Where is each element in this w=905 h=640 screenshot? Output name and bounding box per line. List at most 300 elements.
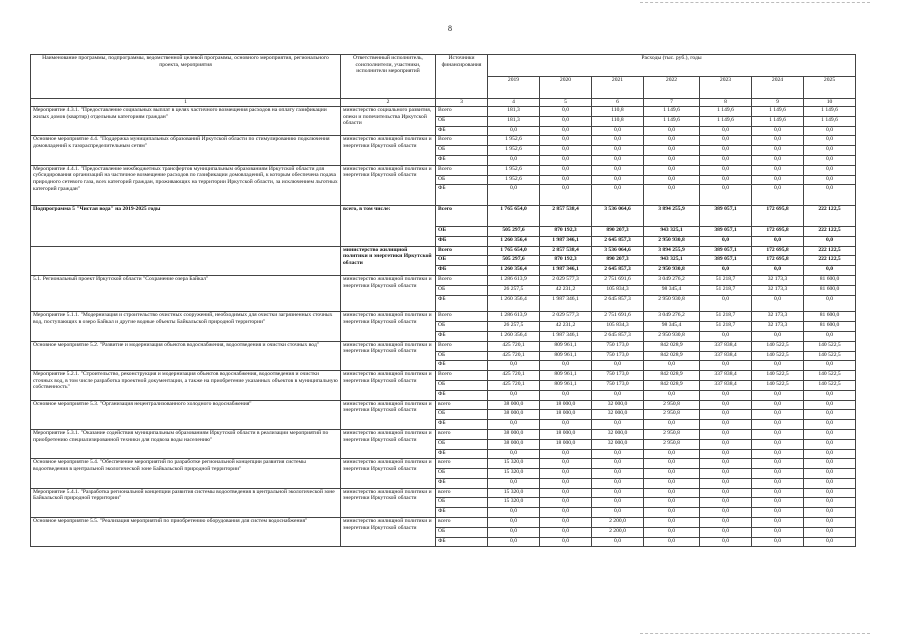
amount-cell: 0,0 — [700, 537, 752, 547]
amount-cell: 0,0 — [752, 165, 804, 175]
amount-cell: 32 173,3 — [752, 275, 804, 285]
amount-cell: 0,0 — [540, 175, 592, 185]
amount-cell: 0,0 — [700, 175, 752, 185]
row-source-cell: Всего — [436, 165, 488, 175]
amount-cell: 0,0 — [752, 429, 804, 439]
row-executor-cell: министерство жилищной политики и энергетики Иркутской области — [341, 312, 436, 341]
amount-cell: 1 952,6 — [488, 146, 540, 156]
amount-cell: 0,0 — [644, 537, 700, 547]
amount-cell: 389 057,1 — [700, 206, 752, 227]
amount-cell: 0,0 — [592, 175, 644, 185]
amount-cell: 0,0 — [700, 361, 752, 371]
amount-cell: 943 325,1 — [644, 256, 700, 266]
row-source-cell: Всего — [436, 136, 488, 146]
row-executor-cell: министерство жилищной политики и энергетики Иркутской области — [341, 459, 436, 488]
amount-cell: 0,0 — [752, 185, 804, 206]
amount-cell: 181,3 — [488, 107, 540, 117]
amount-cell: 0,0 — [804, 295, 856, 312]
table-row — [31, 136, 856, 146]
budget-table — [30, 54, 856, 547]
amount-cell: 842 028,9 — [644, 351, 700, 361]
amount-cell: 98 345,4 — [644, 322, 700, 332]
header-executor-col: Ответственный исполнитель, соисполнители, участники, исполнители мероприятий — [341, 55, 436, 99]
amount-cell: 0,0 — [644, 488, 700, 498]
row-source-cell: ОБ — [436, 469, 488, 479]
amount-cell: 0,0 — [700, 126, 752, 136]
amount-cell: 750 173,0 — [592, 380, 644, 390]
row-executor-cell: министерство жилищной политики и энергетики Иркутской области — [341, 488, 436, 517]
amount-cell: 38 000,0 — [488, 400, 540, 410]
amount-cell: 2 645 857,3 — [592, 236, 644, 246]
amount-cell: 842 028,9 — [644, 380, 700, 390]
row-name-cell: Основное мероприятие 5.2. "Развитие и модернизация объектов водоснабжения, водоотведения и очистки сточных вод" — [31, 341, 341, 370]
amount-cell: 0,0 — [488, 518, 540, 528]
amount-cell: 337 838,4 — [700, 341, 752, 351]
amount-cell: 0,0 — [540, 155, 592, 165]
amount-cell: 0,0 — [592, 537, 644, 547]
amount-cell: 0,0 — [540, 469, 592, 479]
amount-cell: 0,0 — [752, 331, 804, 341]
amount-cell: 0,0 — [804, 508, 856, 518]
amount-cell: 0,0 — [488, 420, 540, 430]
amount-cell: 98 345,4 — [644, 285, 700, 295]
amount-cell: 0,0 — [644, 155, 700, 165]
amount-cell: 172 695,8 — [752, 256, 804, 266]
amount-cell: 0,0 — [540, 508, 592, 518]
amount-cell: 0,0 — [700, 165, 752, 175]
amount-cell: 0,0 — [752, 236, 804, 246]
amount-cell: 1 952,6 — [488, 136, 540, 146]
amount-cell: 0,0 — [644, 508, 700, 518]
amount-cell: 0,0 — [592, 361, 644, 371]
row-name-cell: Мероприятие 5.2.1. "Строительство, реконструкция и модернизация объектов водоснабжения, водоотведения и очистки сточных вод, в том числе разработка проектной документации, а также на приобретение указанных объектов в муниципальную собственность" — [31, 371, 341, 400]
amount-cell: 0,0 — [592, 155, 644, 165]
amount-cell: 0,0 — [540, 527, 592, 537]
row-source-cell: Всего — [436, 371, 488, 381]
row-source-cell: ОБ — [436, 226, 488, 236]
amount-cell: 0,0 — [700, 410, 752, 420]
amount-cell: 2 950,8 — [644, 410, 700, 420]
table-row — [31, 371, 856, 381]
amount-cell: 0,0 — [752, 518, 804, 528]
amount-cell: 0,0 — [804, 488, 856, 498]
amount-cell: 505 297,6 — [488, 256, 540, 266]
amount-cell: 0,0 — [804, 420, 856, 430]
amount-cell: 0,0 — [592, 478, 644, 488]
amount-cell: 0,0 — [700, 331, 752, 341]
amount-cell: 1 987 346,1 — [540, 266, 592, 276]
row-source-cell: ФБ — [436, 478, 488, 488]
amount-cell: 15 320,0 — [488, 488, 540, 498]
amount-cell: 0,0 — [592, 146, 644, 156]
amount-cell: 140 522,5 — [804, 380, 856, 390]
row-source-cell: ФБ — [436, 236, 488, 246]
amount-cell: 0,0 — [804, 266, 856, 276]
amount-cell: 140 522,5 — [804, 371, 856, 381]
amount-cell: 0,0 — [644, 459, 700, 469]
amount-cell: 0,0 — [540, 459, 592, 469]
row-source-cell: Всего — [436, 341, 488, 351]
column-number: 8 — [700, 99, 752, 107]
amount-cell: 0,0 — [804, 236, 856, 246]
amount-cell: 0,0 — [752, 439, 804, 449]
amount-cell: 0,0 — [752, 126, 804, 136]
amount-cell: 0,0 — [592, 126, 644, 136]
amount-cell: 0,0 — [644, 390, 700, 400]
amount-cell: 32 173,3 — [752, 312, 804, 322]
amount-cell: 18 000,0 — [540, 429, 592, 439]
row-source-cell: ОБ — [436, 410, 488, 420]
amount-cell: 0,0 — [644, 518, 700, 528]
row-source-cell: ФБ — [436, 390, 488, 400]
amount-cell: 0,0 — [752, 459, 804, 469]
amount-cell: 0,0 — [540, 126, 592, 136]
amount-cell: 222 122,5 — [804, 246, 856, 256]
amount-cell: 0,0 — [644, 527, 700, 537]
amount-cell: 0,0 — [644, 146, 700, 156]
amount-cell: 0,0 — [752, 175, 804, 185]
column-number: 10 — [804, 99, 856, 107]
amount-cell: 809 961,1 — [540, 380, 592, 390]
amount-cell: 425 720,1 — [488, 371, 540, 381]
amount-cell: 51 218,7 — [700, 285, 752, 295]
amount-cell: 105 834,3 — [592, 285, 644, 295]
amount-cell: 0,0 — [804, 439, 856, 449]
amount-cell: 337 838,4 — [700, 351, 752, 361]
amount-cell: 1 765 654,0 — [488, 206, 540, 227]
amount-cell: 140 522,5 — [804, 341, 856, 351]
amount-cell: 140 522,5 — [752, 341, 804, 351]
amount-cell: 51 218,7 — [700, 312, 752, 322]
amount-cell: 0,0 — [700, 498, 752, 508]
row-name-cell — [31, 246, 341, 275]
amount-cell: 3 894 255,9 — [644, 206, 700, 227]
amount-cell: 0,0 — [804, 459, 856, 469]
amount-cell: 0,0 — [540, 537, 592, 547]
amount-cell: 0,0 — [700, 146, 752, 156]
amount-cell: 0,0 — [700, 429, 752, 439]
amount-cell: 0,0 — [752, 537, 804, 547]
amount-cell: 0,0 — [644, 165, 700, 175]
amount-cell: 0,0 — [540, 185, 592, 206]
amount-cell: 0,0 — [540, 420, 592, 430]
amount-cell: 222 122,5 — [804, 226, 856, 236]
amount-cell: 2 950,8 — [644, 429, 700, 439]
amount-cell: 0,0 — [804, 175, 856, 185]
table-row — [31, 206, 856, 227]
row-executor-cell: министерство жилищной политики и энергетики Иркутской области — [341, 136, 436, 165]
amount-cell: 2 029 577,3 — [540, 312, 592, 322]
amount-cell: 0,0 — [700, 518, 752, 528]
column-number: 6 — [592, 99, 644, 107]
amount-cell: 0,0 — [752, 155, 804, 165]
amount-cell: 0,0 — [592, 459, 644, 469]
amount-cell: 0,0 — [804, 165, 856, 175]
row-executor-cell: министерство жилищной политики и энергетики Иркутской области — [341, 246, 436, 275]
amount-cell: 2 200,0 — [592, 527, 644, 537]
amount-cell: 0,0 — [804, 126, 856, 136]
amount-cell: 0,0 — [540, 498, 592, 508]
amount-cell: 26 257,5 — [488, 285, 540, 295]
amount-cell: 0,0 — [644, 185, 700, 206]
header-year: 2025 — [804, 77, 856, 99]
amount-cell: 0,0 — [804, 155, 856, 165]
row-source-cell: Всего — [436, 107, 488, 117]
amount-cell: 81 600,0 — [804, 322, 856, 332]
amount-cell: 0,0 — [592, 390, 644, 400]
row-name-cell: Мероприятие 4.3.1. "Предоставление социальных выплат в целях частичного возмещения расходов на оплату газификации жилых домов (квартир) отдельным категориям граждан" — [31, 107, 341, 136]
amount-cell: 0,0 — [752, 390, 804, 400]
table-row — [31, 275, 856, 285]
amount-cell: 0,0 — [700, 390, 752, 400]
amount-cell: 3 536 064,6 — [592, 246, 644, 256]
amount-cell: 425 720,1 — [488, 351, 540, 361]
amount-cell: 15 320,0 — [488, 498, 540, 508]
amount-cell: 18 000,0 — [540, 439, 592, 449]
row-source-cell: ФБ — [436, 126, 488, 136]
amount-cell: 140 522,5 — [752, 351, 804, 361]
amount-cell: 425 720,1 — [488, 380, 540, 390]
amount-cell: 2 950 930,8 — [644, 266, 700, 276]
amount-cell: 32 000,0 — [592, 429, 644, 439]
amount-cell: 389 057,1 — [700, 246, 752, 256]
amount-cell: 110,8 — [592, 116, 644, 126]
column-number: 3 — [436, 99, 488, 107]
amount-cell: 105 834,3 — [592, 322, 644, 332]
amount-cell: 222 122,5 — [804, 206, 856, 227]
amount-cell: 110,8 — [592, 107, 644, 117]
row-source-cell: ФБ — [436, 155, 488, 165]
amount-cell: 0,0 — [700, 136, 752, 146]
amount-cell: 0,0 — [540, 449, 592, 459]
amount-cell: 2 751 691,6 — [592, 275, 644, 285]
amount-cell: 0,0 — [804, 478, 856, 488]
amount-cell: 2 029 577,3 — [540, 275, 592, 285]
amount-cell: 0,0 — [540, 107, 592, 117]
amount-cell: 0,0 — [752, 478, 804, 488]
amount-cell: 18 000,0 — [540, 400, 592, 410]
amount-cell: 890 207,3 — [592, 226, 644, 236]
amount-cell: 0,0 — [644, 449, 700, 459]
amount-cell: 32 173,3 — [752, 322, 804, 332]
row-name-cell: Основное мероприятие 5.3. "Организация нецентрализованного холодного водоснабжения" — [31, 400, 341, 429]
amount-cell: 38 000,0 — [488, 410, 540, 420]
amount-cell: 0,0 — [592, 498, 644, 508]
amount-cell: 0,0 — [752, 361, 804, 371]
header-year: 2021 — [592, 77, 644, 99]
amount-cell: 3 049 276,2 — [644, 275, 700, 285]
amount-cell: 0,0 — [752, 527, 804, 537]
row-source-cell: всего — [436, 488, 488, 498]
row-executor-cell: министерство жилищной политики и энергетики Иркутской области — [341, 341, 436, 370]
amount-cell: 0,0 — [592, 508, 644, 518]
amount-cell: 222 122,5 — [804, 256, 856, 266]
amount-cell: 0,0 — [540, 478, 592, 488]
row-source-cell: ФБ — [436, 449, 488, 459]
amount-cell: 0,0 — [804, 390, 856, 400]
amount-cell: 172 695,8 — [752, 206, 804, 227]
amount-cell: 2 950 930,8 — [644, 236, 700, 246]
amount-cell: 0,0 — [488, 185, 540, 206]
amount-cell: 81 600,0 — [804, 275, 856, 285]
amount-cell: 51 218,7 — [700, 275, 752, 285]
amount-cell: 0,0 — [804, 331, 856, 341]
amount-cell: 0,0 — [592, 420, 644, 430]
table-row — [31, 246, 856, 256]
amount-cell: 0,0 — [700, 439, 752, 449]
amount-cell: 1 149,6 — [644, 107, 700, 117]
amount-cell: 1 952,6 — [488, 165, 540, 175]
amount-cell: 0,0 — [700, 459, 752, 469]
column-number: 2 — [341, 99, 436, 107]
amount-cell: 0,0 — [752, 400, 804, 410]
amount-cell: 0,0 — [644, 469, 700, 479]
column-number: 1 — [31, 99, 341, 107]
row-source-cell: ОБ — [436, 322, 488, 332]
row-source-cell: ОБ — [436, 175, 488, 185]
row-source-cell: ОБ — [436, 527, 488, 537]
row-source-cell: ОБ — [436, 380, 488, 390]
row-source-cell: ФБ — [436, 537, 488, 547]
amount-cell: 0,0 — [488, 537, 540, 547]
amount-cell: 38 000,0 — [488, 429, 540, 439]
amount-cell: 943 325,1 — [644, 226, 700, 236]
row-source-cell: всего — [436, 400, 488, 410]
amount-cell: 51 218,7 — [700, 322, 752, 332]
amount-cell: 505 297,6 — [488, 226, 540, 236]
amount-cell: 870 192,3 — [540, 256, 592, 266]
amount-cell: 0,0 — [804, 537, 856, 547]
amount-cell: 0,0 — [804, 449, 856, 459]
amount-cell: 81 600,0 — [804, 285, 856, 295]
row-executor-cell: всего, в том числе: — [341, 206, 436, 246]
amount-cell: 0,0 — [540, 361, 592, 371]
amount-cell: 0,0 — [700, 185, 752, 206]
amount-cell: 140 522,5 — [804, 351, 856, 361]
header-expenses-col: Расходы (тыс. руб.), годы — [488, 55, 856, 77]
amount-cell: 0,0 — [644, 361, 700, 371]
amount-cell: 0,0 — [540, 165, 592, 175]
amount-cell: 0,0 — [488, 478, 540, 488]
amount-cell: 0,0 — [540, 518, 592, 528]
row-source-cell: ОБ — [436, 351, 488, 361]
amount-cell: 0,0 — [804, 185, 856, 206]
amount-cell: 750 173,0 — [592, 351, 644, 361]
amount-cell: 1 260 356,4 — [488, 331, 540, 341]
amount-cell: 2 645 857,3 — [592, 295, 644, 312]
table-row — [31, 459, 856, 469]
row-name-cell: Мероприятие 4.4.1. "Предоставление межбюджетных трансфертов муниципальным образованиям Иркутской области для субсидирования организаций на частичное возмещение расходов по газификации домовладений, к которым обеспечена подача природного сетевого газа, всех категорий граждан, проживающих на территории Иркутской области, за исключением льготных категорий граждан" — [31, 165, 341, 205]
amount-cell: 3 536 064,6 — [592, 206, 644, 227]
header-year: 2020 — [540, 77, 592, 99]
amount-cell: 0,0 — [592, 488, 644, 498]
amount-cell: 0,0 — [644, 175, 700, 185]
row-name-cell: Подпрограмма 5 "Чистая вода" на 2019-2025 годы — [31, 206, 341, 246]
amount-cell: 1 987 346,1 — [540, 295, 592, 312]
amount-cell: 2 645 857,3 — [592, 266, 644, 276]
amount-cell: 0,0 — [488, 527, 540, 537]
row-executor-cell: министерство жилищной политики и энергетики Иркутской области — [341, 400, 436, 429]
budget-table-body — [31, 107, 856, 547]
row-name-cell: Мероприятие 5.1.1. "Модернизация и строительство очистных сооружений, необходимых для очистки загрязненных сточных вод, поступающих в озеро Байкал и другие водные объекты Байкальской природной территории" — [31, 312, 341, 341]
amount-cell: 389 057,1 — [700, 226, 752, 236]
scan-artifact-top — [640, 2, 870, 7]
header-name-col: Наименование программы, подпрограммы, ведомственной целевой программы, основного мероприятия, регионального проекта, мероприятия — [31, 55, 341, 99]
amount-cell: 140 522,5 — [752, 380, 804, 390]
row-name-cell: Мероприятие 5.3.1. "Оказание содействия муниципальным образованиям Иркутской области в реализации мероприятий по приобретению специализированной техники для подвоза воды населению" — [31, 429, 341, 458]
amount-cell: 389 057,1 — [700, 256, 752, 266]
amount-cell: 750 173,0 — [592, 341, 644, 351]
row-source-cell: ОБ — [436, 256, 488, 266]
amount-cell: 0,0 — [804, 527, 856, 537]
amount-cell: 2 950 930,8 — [644, 295, 700, 312]
row-name-cell: Основное мероприятие 4.4. "Поддержка муниципальных образований Иркутской области по стимулированию подключения домовладений к газораспределительным сетям" — [31, 136, 341, 165]
amount-cell: 2 751 691,6 — [592, 312, 644, 322]
amount-cell: 2 857 538,4 — [540, 206, 592, 227]
amount-cell: 0,0 — [488, 508, 540, 518]
row-source-cell: ФБ — [436, 508, 488, 518]
amount-cell: 32 000,0 — [592, 400, 644, 410]
row-source-cell: ФБ — [436, 420, 488, 430]
amount-cell: 0,0 — [700, 400, 752, 410]
amount-cell: 0,0 — [752, 410, 804, 420]
row-source-cell: ФБ — [436, 361, 488, 371]
amount-cell: 890 207,3 — [592, 256, 644, 266]
amount-cell: 842 028,9 — [644, 341, 700, 351]
amount-cell: 15 320,0 — [488, 469, 540, 479]
amount-cell: 81 600,0 — [804, 312, 856, 322]
amount-cell: 0,0 — [804, 400, 856, 410]
amount-cell: 42 231,2 — [540, 285, 592, 295]
amount-cell: 1 286 613,9 — [488, 312, 540, 322]
table-row — [31, 429, 856, 439]
amount-cell: 1 260 356,4 — [488, 266, 540, 276]
amount-cell: 0,0 — [644, 478, 700, 488]
amount-cell: 0,0 — [752, 488, 804, 498]
amount-cell: 0,0 — [644, 126, 700, 136]
amount-cell: 0,0 — [644, 498, 700, 508]
row-name-cell: 5.1. Региональный проект Иркутской области "Сохранение озера Байкал" — [31, 275, 341, 311]
amount-cell: 3 894 255,9 — [644, 246, 700, 256]
header-year: 2019 — [488, 77, 540, 99]
amount-cell: 2 645 857,3 — [592, 331, 644, 341]
amount-cell: 32 000,0 — [592, 410, 644, 420]
amount-cell: 0,0 — [488, 361, 540, 371]
amount-cell: 0,0 — [752, 266, 804, 276]
amount-cell: 1 149,6 — [804, 116, 856, 126]
row-source-cell: ФБ — [436, 295, 488, 312]
row-source-cell: ОБ — [436, 439, 488, 449]
amount-cell: 0,0 — [700, 508, 752, 518]
column-number: 9 — [752, 99, 804, 107]
amount-cell: 1 149,6 — [700, 116, 752, 126]
amount-cell: 0,0 — [488, 390, 540, 400]
row-source-cell: всего — [436, 518, 488, 528]
row-source-cell: Всего — [436, 246, 488, 256]
amount-cell: 1 149,6 — [644, 116, 700, 126]
column-number: 4 — [488, 99, 540, 107]
table-row — [31, 107, 856, 117]
amount-cell: 26 257,5 — [488, 322, 540, 332]
column-numbers-row — [31, 99, 856, 107]
table-row — [31, 488, 856, 498]
row-executor-cell: министерство жилищной политики и энергетики Иркутской области — [341, 275, 436, 311]
table-row — [31, 165, 856, 175]
amount-cell: 1 987 346,1 — [540, 236, 592, 246]
row-executor-cell: министерство социального развития, опеки и попечительства Иркутской области — [341, 107, 436, 136]
page-number: 8 — [448, 24, 452, 33]
amount-cell: 0,0 — [752, 498, 804, 508]
